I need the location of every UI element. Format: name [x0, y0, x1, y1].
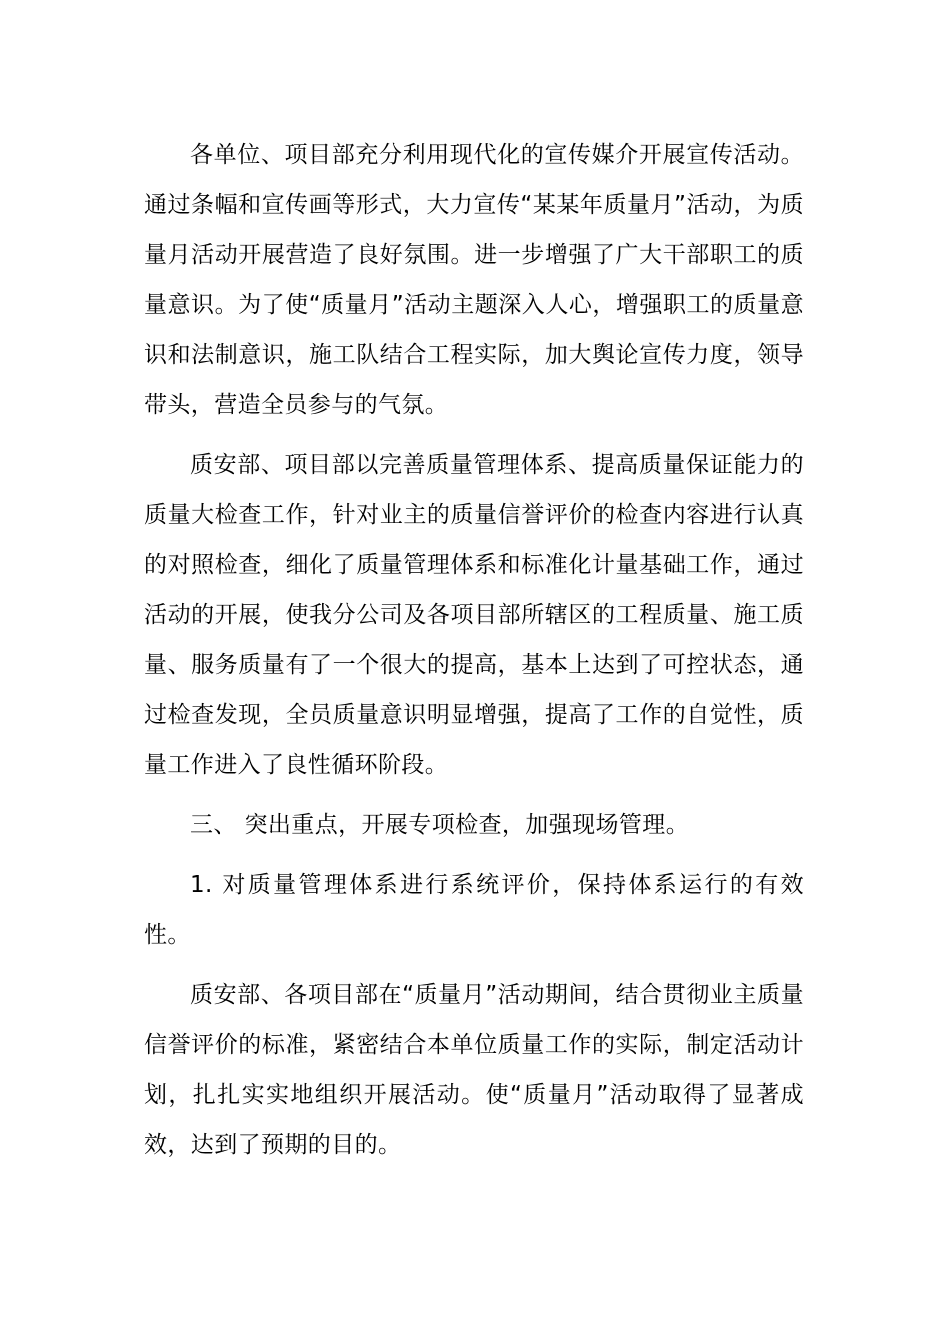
document-body [144, 130, 804, 1170]
paragraph-inspection: 质安部、项目部以完善质量管理体系、提高质量保证能力的质量大检查工作，针对业主的质量信誉评价的检查内容进行认真的对照检查，细化了质量管理体系和标准化计量基础工作，通过活动的开展，使我分公司及各项目部所辖区的工程质量、施工质量、服务质量有了一个很大的提高，基本上达到了可控状态，通过检查发现，全员质量意识明显增强，提高了工作的自觉性，质量工作进入了良性循环阶段。 [144, 452, 804, 778]
subsection-heading-1: 1. 对质量管理体系进行系统评价，保持体系运行的有效性。 [144, 872, 804, 948]
paragraph-quality-month: 质安部、各项目部在“质量月”活动期间，结合贯彻业主质量信誉评价的标准，紧密结合本单位质量工作的实际，制定活动计划，扎扎实实地组织开展活动。使“质量月”活动取得了显著成效，达到了预期的目的。 [144, 982, 804, 1158]
paragraph-publicity: 各单位、项目部充分利用现代化的宣传媒介开展宣传活动。通过条幅和宣传画等形式，大力宣传“某某年质量月”活动，为质量月活动开展营造了良好氛围。进一步增强了广大干部职工的质量意识。为了使“质量月”活动主题深入人心，增强职工的质量意识和法制意识，施工队结合工程实际，加大舆论宣传力度，领导带头，营造全员参与的气氛。 [144, 142, 804, 418]
section-heading-3: 三、 突出重点，开展专项检查，加强现场管理。 [190, 812, 690, 838]
